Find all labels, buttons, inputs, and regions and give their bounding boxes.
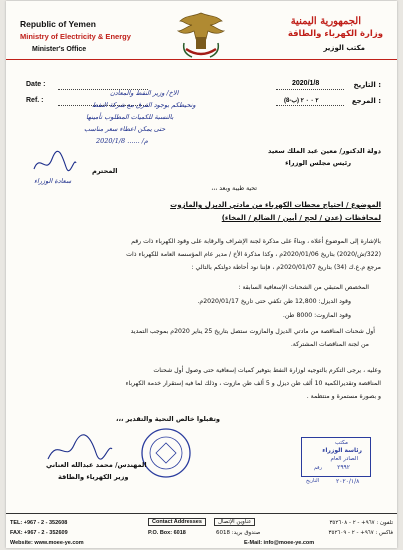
header-divider (6, 59, 397, 60)
stamp-text: الصادر العام (330, 456, 358, 462)
letter-page (6, 1, 397, 548)
date-label: Date : (26, 81, 46, 88)
handwritten-note-line: حتى يمكن اعطاء سعر مناسب (84, 125, 166, 133)
footer (6, 513, 397, 548)
list-item: وقود المازوت: 8000 طن. (282, 312, 351, 319)
ref-line-ar (276, 105, 344, 106)
handwritten-note-line: ونحيطكم بوجود الفرق مع شركة النفط (92, 101, 196, 109)
stamp-text: مكتب (334, 440, 348, 446)
handwritten-note-line: بالنسبة للكميات المطلوب تأمينها (86, 113, 174, 121)
ar-republic: الجمهورية اليمنية (290, 16, 361, 27)
footer-contact-ar: عناوين الإتصال (214, 518, 255, 526)
signoff: وتقبلوا خالص التحية والتقدير ،،، (116, 415, 221, 423)
handwritten-signature-icon (32, 149, 78, 177)
ar-ministry: وزارة الكهرباء والطاقة (287, 29, 383, 39)
body-line: بالإشارة إلى الموضوع أعلاه ، وبناءً على مذكرة لجنة الإشراف والرقابة على وقود الكهرباء ذات رقم (131, 238, 381, 245)
closing-line: المناقصة وتقديرالكمية 10 ألف طن ديزل و 5 ألف طن مازوت ، وذلك لما فيه إستقرار خدمة الكهرباء (125, 380, 381, 387)
minister-seal-icon (126, 427, 206, 479)
footer-fax: FAX: +967 - 2 - 352609 (10, 530, 68, 536)
footer-tel: TEL: +967 - 2 - 352608 (10, 520, 68, 526)
list-item: وقود الديزل: 12,800 طن تكفي حتى تاريخ 2020/01/17م. (197, 298, 351, 305)
ref-label-ar: : المرجع (351, 97, 381, 105)
handwritten-note-line: م/ ...... 2020/1/8 (96, 137, 148, 145)
subject-line-1: الموضوع / احتياج محطات الكهرباء من مادتي الديزل والمازوت (170, 201, 381, 209)
yemen-emblem-icon (172, 9, 230, 63)
handwritten-note-line: الاخ/ وزير النفط والمعادن (110, 89, 179, 97)
footer-pobox-ar: صندوق بريد: 6018 (216, 530, 261, 536)
footer-tel-ar: تلفون : ٩٦٧+ - ٢ - ٣٥٢٦٠٨ (329, 520, 393, 526)
footer-pobox: P.O. Box: 6018 (148, 530, 186, 536)
signer-title: وزير الكهرباء والطاقة (58, 473, 129, 481)
body-line: مرجع م.ع.ك (34) بتاريخ 2020/01/07م ، فإننا نود أحاطة دولتكم بالتالي : (191, 264, 381, 271)
en-ministry: Ministry of Electricity & Energy (20, 32, 131, 41)
list-item: أول شحنات المناقصة من مادتي الديزل والمازوت ستصل بتاريخ 25 يناير 2020م بموجب التمديد (130, 328, 375, 335)
footer-fax-ar: فاكس : ٩٦٧+ - ٢ - ٣٥٢٦٠٩ (328, 530, 393, 536)
en-office: Minister's Office (32, 46, 87, 53)
closing-line: و بصورة مستمرة و منتظمة . (306, 393, 381, 400)
list-intro: المخصص المتبقي من الشحنات الإسعافية السابقة : (238, 284, 369, 291)
received-stamp (301, 437, 371, 477)
en-republic: Republic of Yemen (20, 19, 96, 29)
ref-value: (8-ب) ۲ ۰ ۰ ۲ (284, 98, 319, 104)
subject-line-2: لمحافظات (عدن / لحج / أبين / الضالع / المخاء) (221, 214, 381, 222)
recipient-title: رئيس مجلس الوزراء (285, 159, 351, 167)
footer-contact-en: Contact Addresses (148, 518, 206, 526)
recipient-honorific: المحترم (92, 167, 118, 175)
date-line-ar (276, 89, 344, 90)
greeting: تحية طيبة وبعد ،،، (211, 185, 257, 192)
handwritten-note-2: سعادة الوزراء (34, 177, 72, 185)
date-value: 2020/1/8 (292, 80, 320, 87)
stamp-date-label: التاريخ (306, 478, 319, 484)
recipient-name: دولة الدكتور/ معين عبد الملك سعيد (268, 147, 381, 155)
stamp-date: ٢٠٢٠/١/٨ (336, 478, 360, 485)
signer-name: المهندس/ محمد عبدالله العناني (46, 461, 147, 469)
stamp-text: ٢٩٩٢ (337, 464, 350, 471)
list-item-cont: من لجنة المناقصات المشتركة. (290, 341, 369, 348)
closing-line: وعليه ، يرجى التكرم بالتوجيه لوزارة النفط بتوفير كميات إسعافية حتى وصول أول شحنات (153, 367, 381, 374)
stamp-text: رقم (313, 465, 322, 471)
footer-website: Website: www.moee-ye.com (10, 540, 84, 546)
footer-email: E-Mail: info@moee-ye.com (244, 540, 315, 546)
stamp-text: رئاسة الوزراء (322, 447, 362, 454)
date-label-ar: : التاريخ (353, 81, 381, 89)
ar-office: مكتب الوزير (323, 44, 365, 52)
ref-label: Ref. : (26, 97, 44, 104)
body-line: (322/ش/2020) بتاريخ 2020/01/06م ، وكذا مذكرة الأخ / مدير عام المؤسسة العامة للكهرباء ذات (126, 251, 381, 258)
